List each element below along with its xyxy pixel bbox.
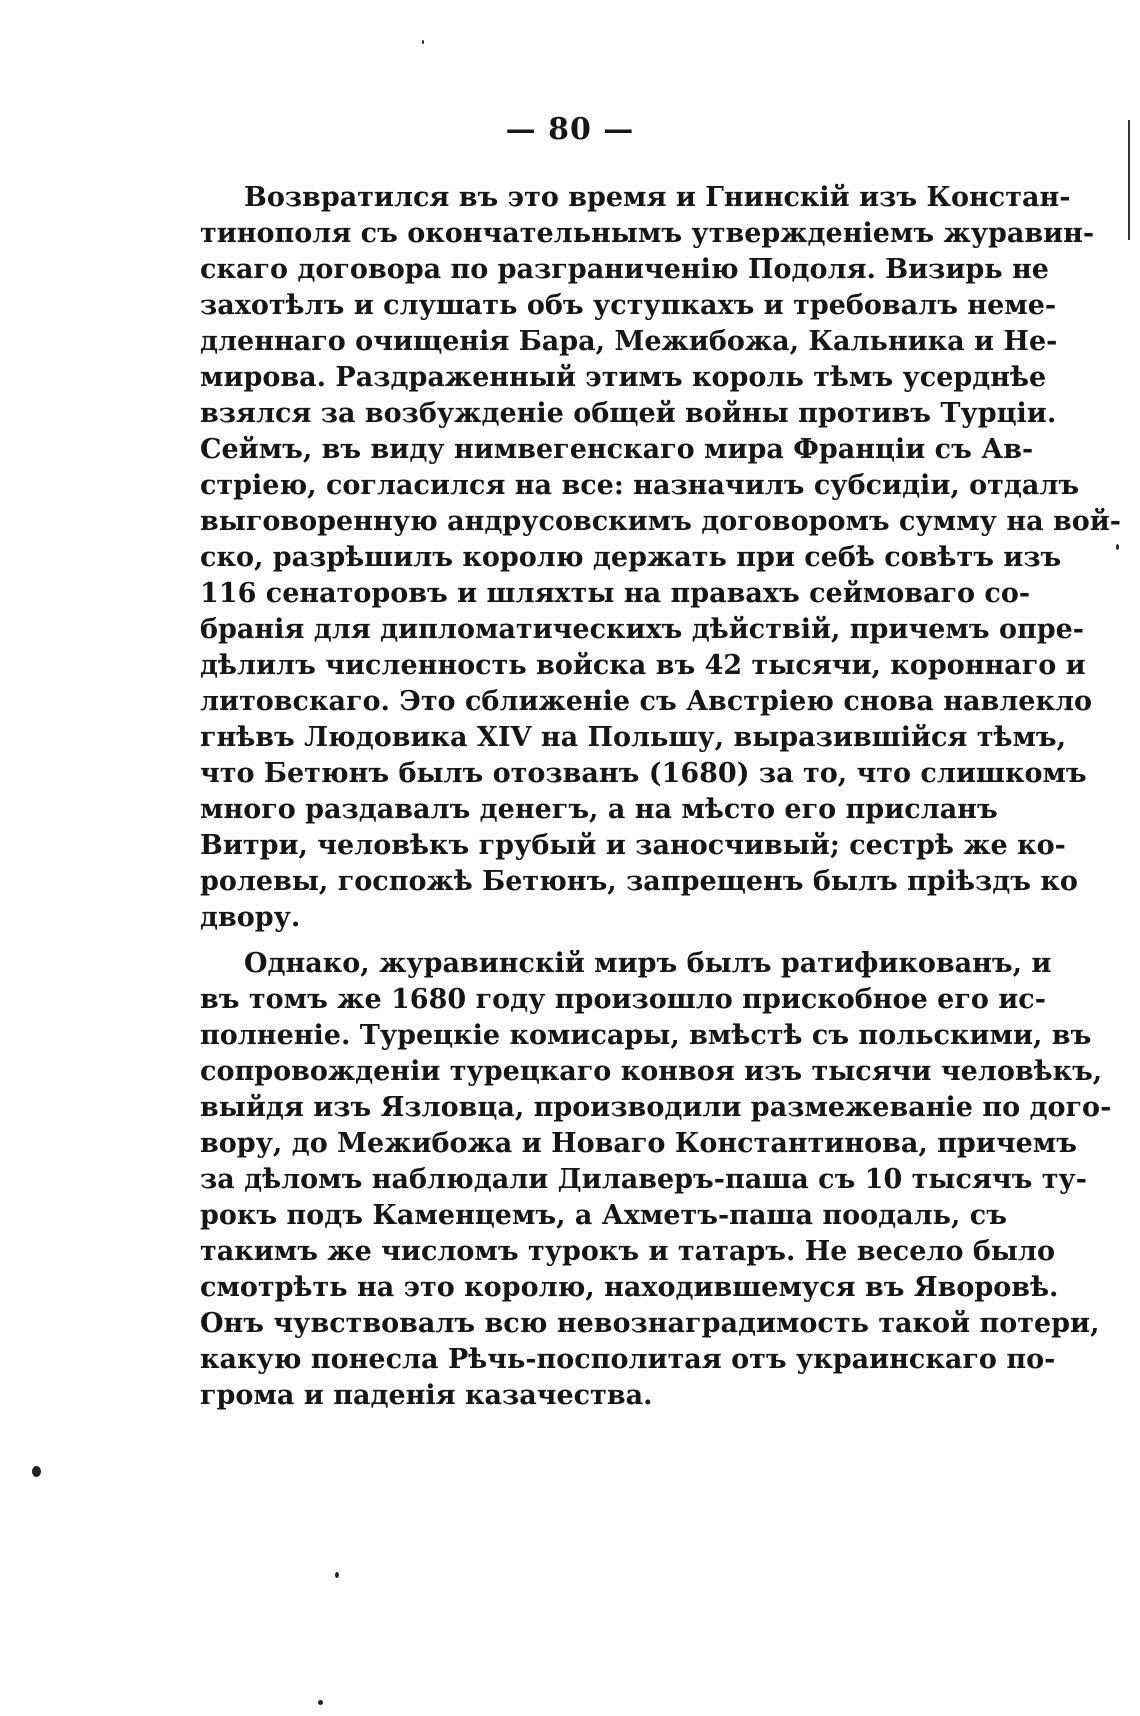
text-line: захотѣлъ и слушать объ уступкахъ и требовалъ неме- (200, 290, 1057, 321)
text-line: за дѣломъ наблюдали Дилаверъ-паша съ 10 тысячъ ту- (200, 1164, 1087, 1195)
text-line: скаго договора по разграниченію Подоля. Визирь не (200, 254, 1049, 285)
text-line: Однако, журавинскій миръ былъ ратификованъ, и (244, 948, 1052, 979)
text-line: литовскаго. Это сближеніе съ Австріею снова навлекло (200, 686, 1093, 717)
text-line: много раздавалъ денегъ, а на мѣсто его присланъ (200, 794, 998, 825)
text-line: взялся за возбужденіе общей войны противъ Турціи. (200, 398, 1057, 429)
text-line: ролевы, госпожѣ Бетюнъ, запрещенъ былъ пріѣздъ ко (200, 866, 1078, 897)
text-line: что Бетюнъ былъ отозванъ (1680) за то, что слишкомъ (200, 758, 1087, 789)
text-line: въ томъ же 1680 году произошло прискобное его ис- (200, 984, 1046, 1015)
text-line: такимъ же числомъ турокъ и татаръ. Не весело было (200, 1236, 1055, 1267)
scan-edge-line (1128, 120, 1130, 240)
paragraph-2 (200, 946, 1112, 1414)
text-line: полненіе. Турецкіе комисары, вмѣстѣ съ польскими, въ (200, 1020, 1092, 1051)
text-line: дѣлилъ численность войска въ 42 тысячи, короннаго и (200, 650, 1086, 681)
scan-speck (335, 1572, 339, 1578)
text-line: вору, до Межибожа и Новаго Константинова, причемъ (200, 1128, 1077, 1159)
scan-speck (1116, 544, 1119, 550)
text-line: рокъ подъ Каменцемъ, а Ахметъ-паша поодаль, съ (200, 1200, 1007, 1231)
paragraph-1 (200, 180, 1122, 936)
text-line: двору. (200, 902, 301, 933)
text-line: выйдя изъ Язловца, производили размежеваніе по дого- (200, 1092, 1112, 1123)
text-line: выговоренную андрусовскимъ договоромъ сумму на вой- (200, 506, 1122, 537)
text-line: мирова. Раздраженный этимъ король тѣмъ усерднѣе (200, 362, 1047, 393)
text-line: Возвратился въ это время и Гнинскій изъ Констан- (244, 182, 1071, 213)
text-line: стріею, согласился на все: назначилъ субсидіи, отдалъ (200, 470, 1080, 501)
text-line: бранія для дипломатическихъ дѣйствій, причемъ опре- (200, 614, 1084, 645)
scan-speck (32, 1466, 41, 1477)
text-line: Онъ чувствовалъ всю невознаградимость такой потери, (200, 1308, 1100, 1339)
text-line: какую понесла Рѣчь-посполитая отъ украинскаго по- (200, 1344, 1056, 1375)
text-line: Витри, человѣкъ грубый и заносчивый; сестрѣ же ко- (200, 830, 1066, 861)
body-text (200, 180, 1122, 1414)
text-line: гнѣвъ Людовика XIV на Польшу, выразившійся тѣмъ, (200, 722, 1067, 753)
page-number: — 80 — (505, 112, 635, 147)
scan-speck (318, 1700, 323, 1705)
text-line: смотрѣть на это королю, находившемуся въ Яворовѣ. (200, 1272, 1059, 1303)
text-line: 116 сенаторовъ и шляхты на правахъ сеймоваго со- (200, 578, 1031, 609)
text-line: ско, разрѣшилъ королю держать при себѣ совѣтъ изъ (200, 542, 1062, 573)
text-line: грома и паденія казачества. (200, 1380, 653, 1411)
text-line: дленнаго очищенія Бара, Межибожа, Кальника и Не- (200, 326, 1058, 357)
scan-speck (422, 40, 424, 44)
text-line: Сеймъ, въ виду нимвегенскаго мира Франціи съ Ав- (200, 434, 1034, 465)
text-line: сопровожденіи турецкаго конвоя изъ тысячи человѣкъ, (200, 1056, 1103, 1087)
paragraph-gap (200, 936, 970, 946)
text-line: тинополя съ окончательнымъ утвержденіемъ журавин- (200, 218, 1095, 249)
